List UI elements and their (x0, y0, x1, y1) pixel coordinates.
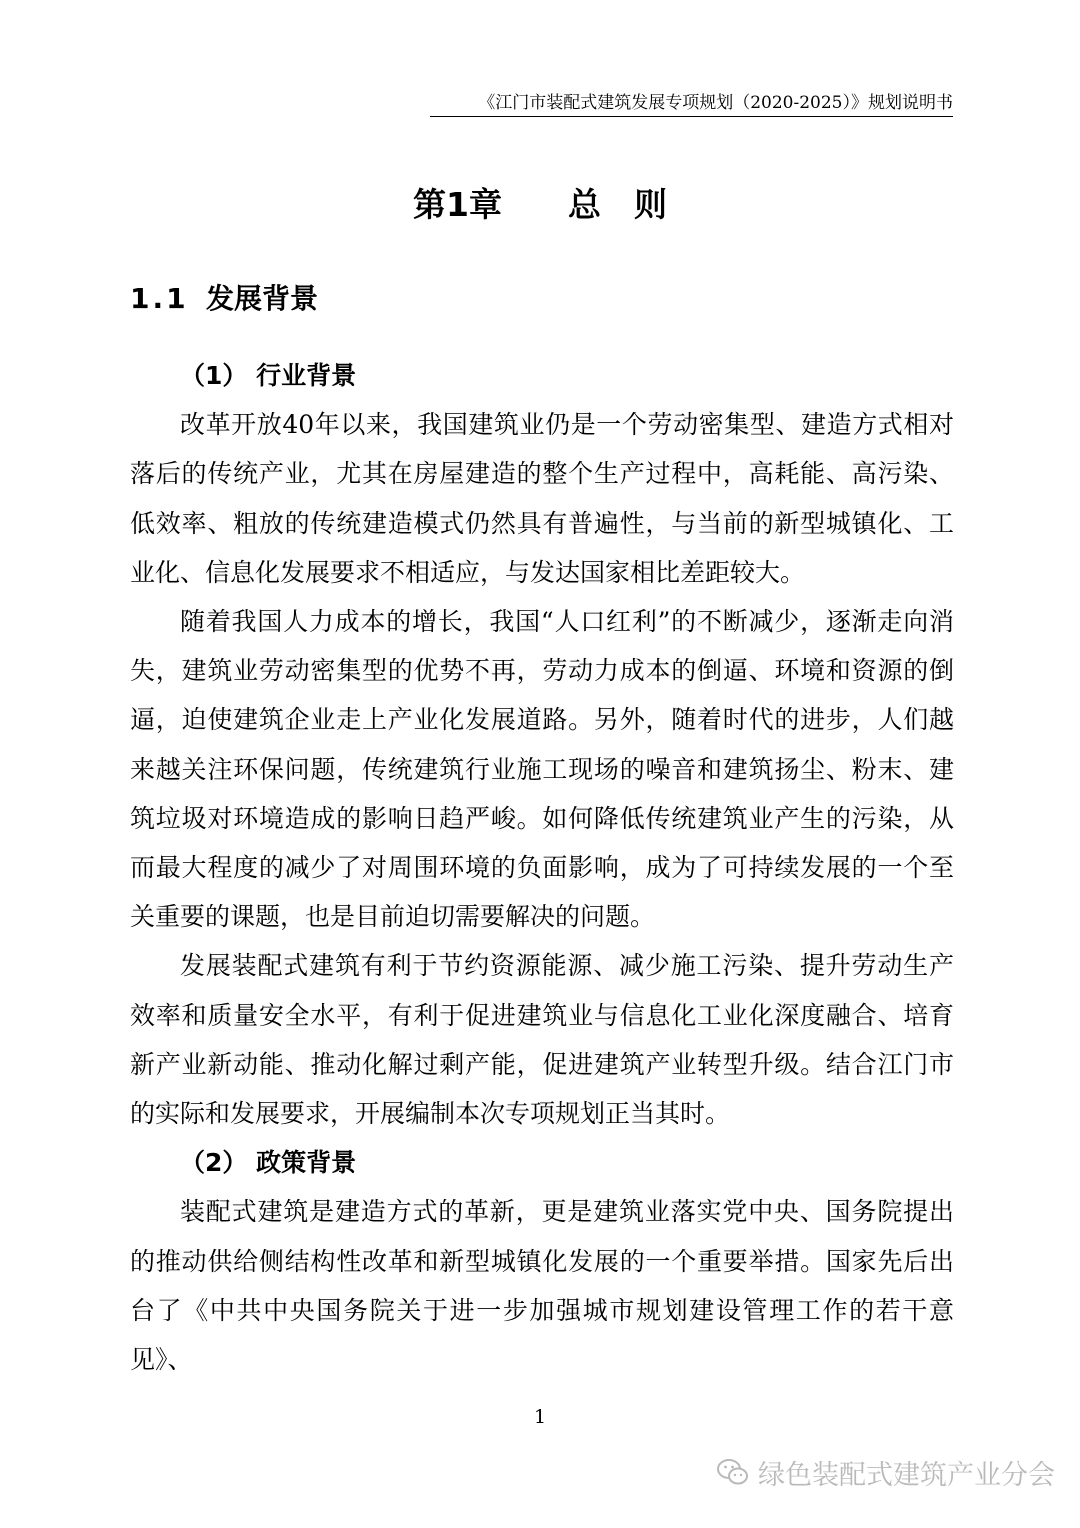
body-content (130, 351, 954, 1384)
subsection-heading-policy: （2） 政策背景 (180, 1148, 357, 1178)
watermark-text: 绿色装配式建筑产业分会 (758, 1459, 1055, 1491)
paragraph: 装配式建筑是建造方式的革新，更是建筑业落实党中央、国务院提出的推动供给侧结构性改革和新型城镇化发展的一个重要举措。国家先后出台了《中共中央国务院关于进一步加强城市规划建设管理工作的若干意见》、 (130, 1197, 954, 1375)
subsection-heading-industry: （1） 行业背景 (180, 361, 357, 390)
section-heading (130, 279, 318, 319)
paragraph: 改革开放40年以来，我国建筑业仍是一个劳动密集型、建造方式相对落后的传统产业，尤其在房屋建造的整个生产过程中，高耗能、高污染、低效率、粗放的传统建造模式仍然具有普遍性，与当前的新型城镇化、工业化、信息化发展要求不相适应，与发达国家相比差距较大。 (130, 410, 954, 587)
watermark (716, 1452, 1055, 1492)
chapter-title: 第1章 总 则 (413, 185, 667, 224)
section-title-text: 发展背景 (206, 282, 319, 315)
wechat-icon (716, 1457, 750, 1487)
page-number: 1 (533, 1406, 547, 1428)
section-number: 1.1 (130, 282, 189, 315)
paragraph: 随着我国人力成本的增长，我国“人口红利”的不断减少，逐渐走向消失，建筑业劳动密集型的优势不再，劳动力成本的倒逼、环境和资源的倒逼，迫使建筑企业走上产业化发展道路。另外，随着时代的进步，人们越来越关注环保问题，传统建筑行业施工现场的噪音和建筑扬尘、粉末、建筑垃圾对环境造成的影响日趋严峻。如何降低传统建筑业产生的污染，从而最大程度的减少了对周围环境的负面影响，成为了可持续发展的一个至关重要的课题，也是目前迫切需要解决的问题。 (130, 607, 954, 932)
paragraph: 发展装配式建筑有利于节约资源能源、减少施工污染、提升劳动生产效率和质量安全水平，有利于促进建筑业与信息化工业化深度融合、培育新产业新动能、推动化解过剩产能，促进建筑产业转型升级。结合江门市的实际和发展要求，开展编制本次专项规划正当其时。 (130, 951, 954, 1129)
running-header: 《江门市装配式建筑发展专项规划（2020-2025）》规划说明书 (430, 91, 953, 117)
